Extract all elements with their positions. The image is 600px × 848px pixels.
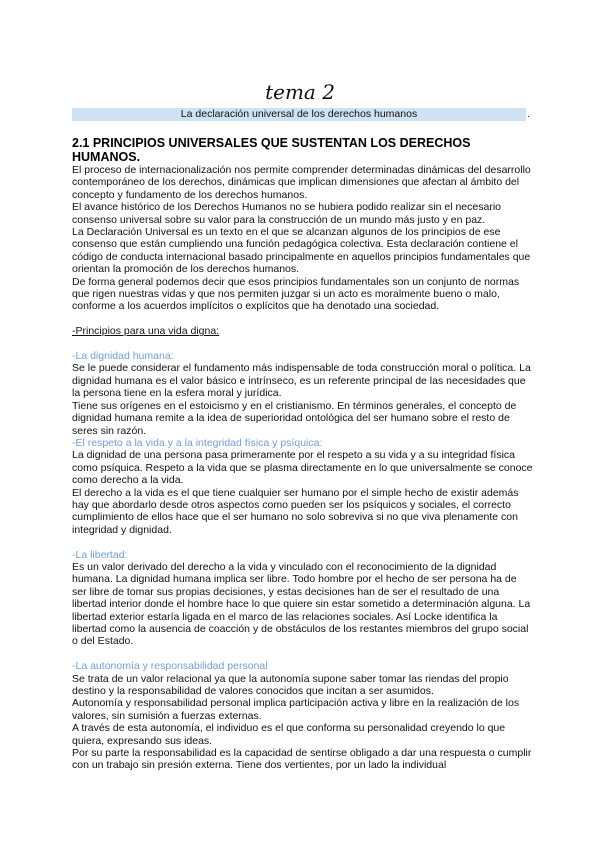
respeto-paragraph: El derecho a la vida es el que tiene cualquier ser humano por el simple hecho de existir además hay que abordarlo desde otros aspectos como pueden ser los psíquicos y sociales, el correcto cumplimiento de ellos hace que el ser humano no solo sobreviva si no que viva plenamente con integridad y dignidad. [72,486,519,536]
dignidad-title: -La dignidad humana: [72,350,174,363]
autonomia-paragraph: Se trata de un valor relacional ya que la autonomía supone saber tomar las riendas del propio destino y la responsabilidad de valores conocidos que incitan a ser asumidos. [72,672,509,697]
autonomia-paragraph: A través de esta autonomía, el individuo es el que conforma su personalidad creyendo lo que quiera, expresando sus ideas. [72,722,506,747]
autonomia-title: -La autonomía y responsabilidad personal [72,660,268,673]
intro-paragraph: La Declaración Universal es un texto en el que se alcanzan algunos de los principios de ese consenso que están cumpliendo una función pedagógica colectiva. Esta declaración contiene el código de conducta internacional basado principalmente en aquellos principios fundamentales que orientan la promoción de los derechos humanos. [72,226,531,276]
dignidad-paragraph: Tiene sus orígenes en el estoicismo y en el cristianismo. En términos generales, el concepto de dignidad humana remite a la idea de superioridad ontológica del ser humano sobre el resto de seres sin razón. [72,399,517,437]
banner-dot: . [527,108,530,120]
section-heading: 2.1 PRINCIPIOS UNIVERSALES QUE SUSTENTAN LOS DERECHOS HUMANOS. [72,136,471,164]
dignidad-paragraph: Se le puede considerar el fundamento más indispensable de toda construcción moral o política. La dignidad humana es el valor básico e intrínseco, es un referente principal de las necesidades que la persona tiene en la esfera moral y jurídica. [72,362,531,400]
intro-paragraph: De forma general podemos decir que esos principios fundamentales son un conjunto de normas que rigen nuestras vidas y que nos permiten juzgar si un acto es moralmente bueno o malo, conforme a los acuerdos implícitos o explícitos que ha denotado una sociedad. [72,275,520,313]
principles-title: -Principios para una vida digna: [72,325,220,338]
autonomia-paragraph: Autonomía y responsabilidad personal implica participación activa y libre en la realización de los valores, sin sumisión a fuerzas externas. [72,697,520,722]
intro-paragraph: El avance histórico de los Derechos Humanos no se hubiera podido realizar sin el necesario consenso universal sobre su valor para la construcción de un mundo más justo y en paz. [72,201,501,226]
autonomia-paragraph: Por su parte la responsabilidad es la capacidad de sentirse obligado a dar una respuesta o cumplir con un trabajo sin presión externa. Tiene dos vertientes, por un lado la individual [72,747,532,772]
banner-text: La declaración universal de los derechos humanos [180,108,418,120]
libertad-title: -La libertad: [72,548,128,561]
document-body [72,136,534,772]
respeto-paragraph: La dignidad de una persona pasa primeramente por el respeto a su vida y a su integridad física como psíquica. Respeto a la vida que se plasma directamente en lo que universalmente se conoce como derecho a la vida. [72,449,533,487]
intro-paragraph: El proceso de internacionalización nos permite comprender determinadas dinámicas del desarrollo contemporáneo de los derechos, dinámicas que implican dimensiones que afectan al ámbito del concepto y fundamento de los derechos humanos. [72,164,531,201]
respeto-title: -El respeto a la vida y a la integridad física y psíquica: [72,436,323,449]
section-banner [72,108,530,121]
document-title: tema 2 [265,80,335,104]
libertad-paragraph: Es un valor derivado del derecho a la vida y vinculado con el reconocimiento de la dignidad humana. La dignidad humana implica ser libre. Todo hombre por el hecho de ser persona ha de ser libre de tomar sus propias decisiones, y estas decisiones han de ser el resultado de una libertad interior donde el hombre hace lo que quiere sin estar sometido a determinación alguna. La libertad exterior estaría ligada en el marco de las relaciones sociales. Así Locke identifica la libertad como la ausencia de coacción y de obstáculos de los restantes miembros del grupo social o del Estado. [72,560,531,648]
